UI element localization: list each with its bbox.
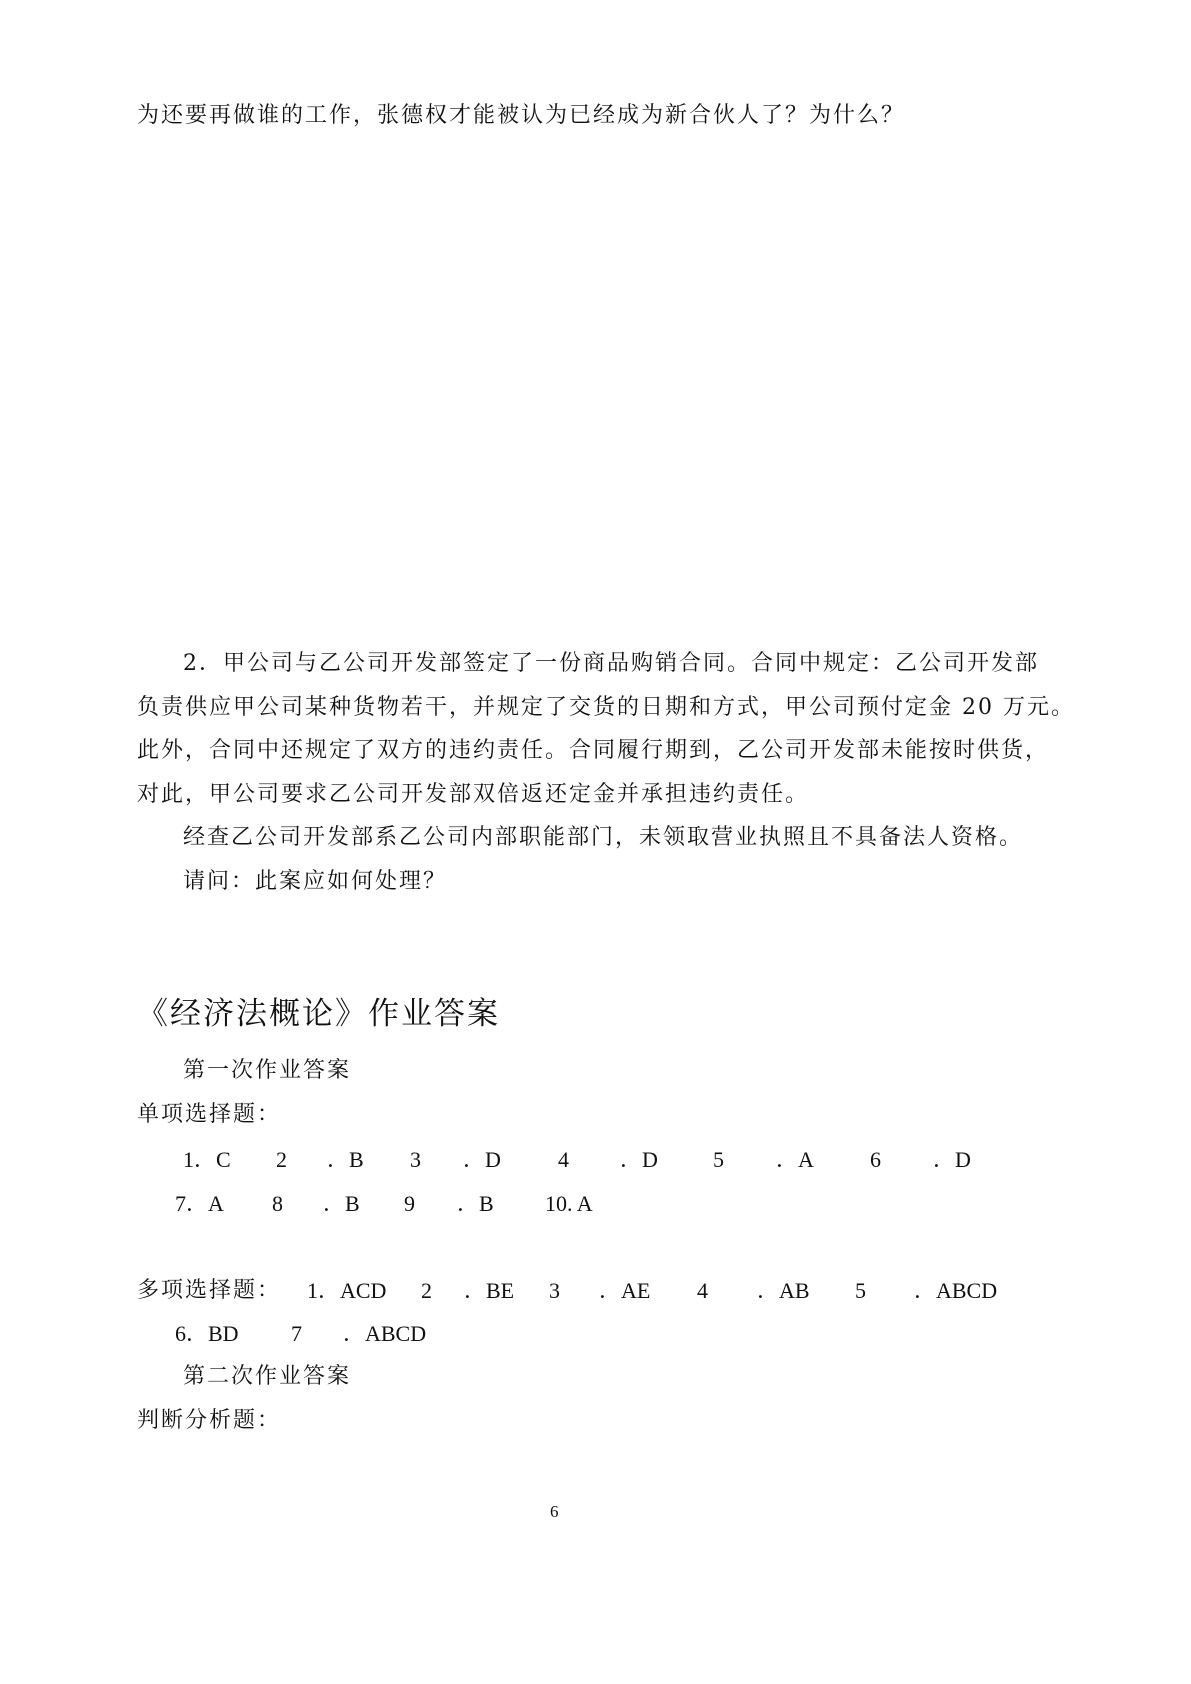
first-answers-heading: 第一次作业答案 (183, 1058, 352, 1083)
single-answer: ．B (457, 1191, 494, 1216)
multi-answer: ．AE (599, 1278, 651, 1303)
q2-line-4: 对此，甲公司要求乙公司开发部双倍返还定金并承担违约责任。 (137, 782, 810, 807)
multi-answer: 2 (421, 1278, 432, 1303)
multi-answer: 3 (549, 1278, 560, 1303)
single-answer: 7．A (175, 1191, 224, 1216)
page-number: 6 (550, 1502, 559, 1521)
q2-line-1: 2．甲公司与乙公司开发部签定了一份商品购销合同。合同中规定：乙公司开发部 (183, 651, 1039, 676)
single-answer: ．D (463, 1147, 501, 1172)
multiple-choice-label: 多项选择题： (137, 1278, 282, 1303)
q1-tail-text: 为还要再做谁的工作，张德权才能被认为已经成为新合伙人了？为什么？ (137, 103, 906, 128)
single-answer: 9 (404, 1191, 415, 1216)
multi-answer: ．AB (757, 1278, 810, 1303)
multi-answer: 5 (855, 1278, 866, 1303)
multi-answer: 7 (291, 1321, 302, 1346)
single-answer: 5 (713, 1147, 724, 1172)
multi-answer: ．BE (464, 1278, 515, 1303)
single-answer: 6 (870, 1147, 881, 1172)
multi-answer: ．ABCD (914, 1278, 998, 1303)
second-answers-heading: 第二次作业答案 (183, 1364, 352, 1389)
multi-answer: 4 (697, 1278, 708, 1303)
single-answer: 3 (410, 1147, 421, 1172)
single-answer: 8 (272, 1191, 283, 1216)
answers-title: 《经济法概论》作业答案 (137, 996, 500, 1032)
single-choice-label: 单项选择题： (137, 1102, 282, 1127)
single-answer: 2 (276, 1147, 287, 1172)
single-answer: 1．C (183, 1147, 231, 1172)
q2-question: 请问：此案应如何处理？ (183, 869, 448, 894)
q2-fact: 经查乙公司开发部系乙公司内部职能部门，未领取营业执照且不具备法人资格。 (183, 825, 1024, 850)
single-answer: ．D (620, 1147, 658, 1172)
multi-answer: 6．BD (175, 1321, 239, 1346)
q2-line-3: 此外，合同中还规定了双方的违约责任。合同履行期到，乙公司开发部未能按时供货， (137, 738, 1050, 763)
multi-answer: ．ABCD (343, 1321, 427, 1346)
single-answer: 4 (558, 1147, 569, 1172)
single-answer: ．D (933, 1147, 971, 1172)
judgment-analysis-label: 判断分析题： (137, 1408, 282, 1433)
single-answer: ．B (327, 1147, 364, 1172)
single-answer: ．B (323, 1191, 360, 1216)
single-answer: ．A (776, 1147, 814, 1172)
single-answer: 10. A (545, 1191, 593, 1216)
q2-line-2: 负责供应甲公司某种货物若干，并规定了交货的日期和方式，甲公司预付定金 20 万元。 (137, 695, 1075, 720)
multi-answer: 1．ACD (307, 1278, 387, 1303)
